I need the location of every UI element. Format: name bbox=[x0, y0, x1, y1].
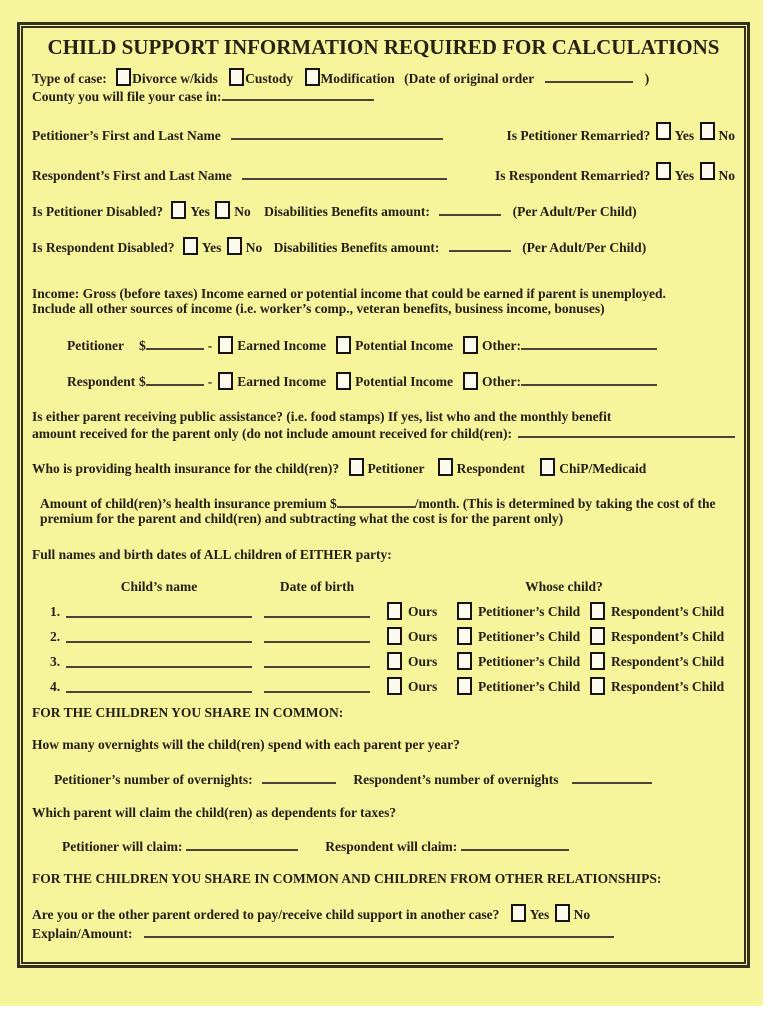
child-1-dob-blank[interactable] bbox=[264, 604, 370, 618]
child-row-2 bbox=[50, 627, 735, 645]
ours-label: Ours bbox=[408, 678, 438, 694]
blank-petitioner-income-amount[interactable] bbox=[146, 336, 204, 350]
dollar-sign: $ bbox=[139, 374, 146, 389]
child-2-name-blank[interactable] bbox=[66, 629, 252, 643]
no-label: No bbox=[234, 204, 251, 219]
checkbox-insurance-respondent[interactable] bbox=[438, 458, 453, 476]
checkbox-petitioner-disabled-yes[interactable] bbox=[171, 201, 186, 219]
taxes-question: Which parent will claim the child(ren) as dependents for taxes? bbox=[32, 805, 397, 820]
blank-petitioner-name[interactable] bbox=[231, 126, 443, 140]
respondent-income-party: Respondent bbox=[67, 374, 136, 389]
ours-label: Ours bbox=[408, 603, 438, 619]
earned-income-label: Earned Income bbox=[237, 338, 327, 353]
blank-county[interactable] bbox=[222, 87, 374, 101]
child-3-name-blank[interactable] bbox=[66, 654, 252, 668]
premium-line1 bbox=[32, 494, 735, 511]
insurance-chip-label: ChiP/Medicaid bbox=[559, 461, 647, 476]
respondent-claim-label: Respondent will claim: bbox=[325, 839, 458, 854]
checkbox-petitioner-remarried-yes[interactable] bbox=[656, 122, 671, 140]
insurance-row bbox=[32, 458, 735, 476]
petitioner-name-label: Petitioner’s First and Last Name bbox=[32, 128, 221, 143]
no-label: No bbox=[573, 907, 591, 922]
blank-respondent-overnights[interactable] bbox=[572, 770, 652, 784]
child-number: 1. bbox=[50, 603, 61, 619]
respondents-child-label: Respondent’s Child bbox=[611, 678, 725, 694]
common-heading: FOR THE CHILDREN YOU SHARE IN COMMON: bbox=[32, 705, 344, 720]
respondents-child-label: Respondent’s Child bbox=[611, 628, 725, 644]
option-divorce-label: Divorce w/kids bbox=[132, 71, 218, 86]
checkbox-respondent-other-income[interactable] bbox=[463, 372, 478, 390]
explain-amount-label: Explain/Amount: bbox=[32, 926, 133, 941]
checkbox-child-1-ours[interactable] bbox=[387, 602, 402, 620]
option-modification-label: Modification bbox=[320, 71, 395, 86]
checkbox-child-3-ours[interactable] bbox=[387, 652, 402, 670]
original-order-date-label: (Date of original order bbox=[404, 71, 534, 86]
checkbox-petitioner-earned-income[interactable] bbox=[218, 336, 233, 354]
ours-label: Ours bbox=[408, 653, 438, 669]
claim-fields-row bbox=[32, 837, 735, 854]
premium-prefix-label: Amount of child(ren)’s health insurance premium $ bbox=[40, 496, 337, 511]
petitioner-income-row bbox=[32, 336, 735, 354]
respondent-name-label: Respondent’s First and Last Name bbox=[32, 168, 232, 183]
checkbox-child-3-petitioners[interactable] bbox=[457, 652, 472, 670]
respondents-child-label: Respondent’s Child bbox=[611, 603, 725, 619]
income-note-line1: Income: Gross (before taxes) Income earned or potential income that could be earned if parent is unemployed. bbox=[32, 286, 666, 301]
petitioners-child-label: Petitioner’s Child bbox=[478, 678, 581, 694]
respondents-child-label: Respondent’s Child bbox=[611, 653, 725, 669]
children-table-header bbox=[50, 579, 735, 594]
checkbox-respondent-disabled-yes[interactable] bbox=[183, 237, 198, 255]
petitioners-child-label: Petitioner’s Child bbox=[478, 653, 581, 669]
checkbox-divorce[interactable] bbox=[116, 68, 131, 86]
ours-label: Ours bbox=[408, 628, 438, 644]
petitioner-remarried-group bbox=[507, 122, 735, 143]
checkbox-child-3-respondents[interactable] bbox=[590, 652, 605, 670]
blank-respondent-name[interactable] bbox=[242, 166, 447, 180]
petitioner-income-party: Petitioner bbox=[67, 338, 124, 353]
child-row-1 bbox=[50, 602, 735, 620]
yes-label: Yes bbox=[190, 204, 210, 219]
blank-explain-amount[interactable] bbox=[144, 924, 614, 938]
checkbox-respondent-earned-income[interactable] bbox=[218, 372, 233, 390]
checkbox-child-2-respondents[interactable] bbox=[590, 627, 605, 645]
explain-row bbox=[32, 924, 735, 941]
blank-petitioner-claim[interactable] bbox=[186, 837, 298, 851]
other-case-question: Are you or the other parent ordered to pay/receive child support in another case? bbox=[32, 907, 500, 922]
child-number: 2. bbox=[50, 628, 61, 644]
assistance-line2-row bbox=[32, 424, 735, 441]
other-income-label: Other: bbox=[481, 338, 521, 353]
child-3-dob-blank[interactable] bbox=[264, 654, 370, 668]
petitioner-disabled-row bbox=[32, 201, 735, 219]
form-content bbox=[21, 26, 746, 964]
option-custody-label: Custody bbox=[245, 71, 294, 86]
respondent-name-row bbox=[32, 162, 735, 183]
child-4-name-blank[interactable] bbox=[66, 679, 252, 693]
respondent-disabled-row bbox=[32, 237, 735, 255]
checkbox-respondent-disabled-no[interactable] bbox=[227, 237, 242, 255]
children-heading: Full names and birth dates of ALL children of EITHER party: bbox=[32, 547, 392, 562]
petitioner-remarried-label: Is Petitioner Remarried? bbox=[506, 128, 651, 143]
blank-petitioner-other-income[interactable] bbox=[521, 336, 657, 350]
blank-assistance-amount[interactable] bbox=[518, 424, 735, 438]
petitioners-child-label: Petitioner’s Child bbox=[478, 603, 581, 619]
checkbox-child-4-ours[interactable] bbox=[387, 677, 402, 695]
insurance-question: Who is providing health insurance for the child(ren)? bbox=[32, 461, 340, 476]
checkbox-child-2-petitioners[interactable] bbox=[457, 627, 472, 645]
blank-petitioner-benefits-amount[interactable] bbox=[439, 202, 501, 216]
potential-income-label: Potential Income bbox=[355, 374, 453, 389]
checkbox-petitioner-other-income[interactable] bbox=[463, 336, 478, 354]
petitioner-disabled-label: Is Petitioner Disabled? bbox=[32, 204, 163, 219]
checkbox-petitioner-disabled-no[interactable] bbox=[215, 201, 230, 219]
no-label: No bbox=[718, 168, 735, 183]
other-income-label: Other: bbox=[481, 374, 521, 389]
checkbox-other-case-no[interactable] bbox=[555, 904, 570, 922]
overnights-fields-row bbox=[32, 770, 735, 787]
checkbox-child-4-petitioners[interactable] bbox=[457, 677, 472, 695]
blank-respondent-other-income[interactable] bbox=[521, 372, 657, 386]
no-label: No bbox=[718, 128, 735, 143]
child-row-4 bbox=[50, 677, 735, 695]
checkbox-child-1-respondents[interactable] bbox=[590, 602, 605, 620]
checkbox-petitioner-remarried-no[interactable] bbox=[700, 122, 715, 140]
checkbox-child-4-respondents[interactable] bbox=[590, 677, 605, 695]
checkbox-child-2-ours[interactable] bbox=[387, 627, 402, 645]
respondent-remarried-label: Is Respondent Remarried? bbox=[495, 168, 651, 183]
child-4-dob-blank[interactable] bbox=[264, 679, 370, 693]
child-row-3 bbox=[50, 652, 735, 670]
dash: - bbox=[207, 374, 213, 389]
blank-original-order-date[interactable] bbox=[545, 69, 633, 83]
yes-label: Yes bbox=[529, 907, 550, 922]
per-adult-child-note: (Per Adult/Per Child) bbox=[522, 240, 647, 255]
checkbox-respondent-potential-income[interactable] bbox=[336, 372, 351, 390]
assistance-line2-label: amount received for the parent only (do not include amount received for child(ren): bbox=[32, 426, 512, 441]
respondent-income-row bbox=[32, 372, 735, 390]
col-child-name: Child’s name bbox=[120, 579, 198, 594]
checkbox-respondent-remarried-yes[interactable] bbox=[656, 162, 671, 180]
col-whose-child: Whose child? bbox=[525, 579, 603, 594]
insurance-petitioner-label: Petitioner bbox=[367, 461, 425, 476]
blank-respondent-claim[interactable] bbox=[461, 837, 569, 851]
blank-respondent-income-amount[interactable] bbox=[146, 372, 204, 386]
premium-suffix-label: /month. (This is determined by taking the cost of the bbox=[414, 496, 716, 511]
petitioners-child-label: Petitioner’s Child bbox=[478, 628, 581, 644]
overnights-question: How many overnights will the child(ren) spend with each parent per year? bbox=[32, 737, 460, 752]
checkbox-insurance-chip-medicaid[interactable] bbox=[540, 458, 555, 476]
checkbox-petitioner-potential-income[interactable] bbox=[336, 336, 351, 354]
income-note-line2: Include all other sources of income (i.e. worker’s comp., veteran benefits, business income, bonuses) bbox=[32, 301, 605, 316]
per-adult-child-note: (Per Adult/Per Child) bbox=[512, 204, 637, 219]
other-relationships-heading: FOR THE CHILDREN YOU SHARE IN COMMON AND CHILDREN FROM OTHER RELATIONSHIPS: bbox=[32, 871, 662, 886]
blank-premium-amount[interactable] bbox=[337, 494, 415, 508]
other-case-question-row bbox=[32, 904, 735, 922]
benefits-amount-label: Disabilities Benefits amount: bbox=[273, 240, 440, 255]
insurance-respondent-label: Respondent bbox=[456, 461, 525, 476]
checkbox-other-case-yes[interactable] bbox=[511, 904, 526, 922]
petitioner-overnights-label: Petitioner’s number of overnights: bbox=[54, 772, 253, 787]
checkbox-modification[interactable] bbox=[305, 68, 320, 86]
county-label: County you will file your case in: bbox=[32, 89, 222, 104]
checkbox-child-1-petitioners[interactable] bbox=[457, 602, 472, 620]
potential-income-label: Potential Income bbox=[355, 338, 453, 353]
yes-label: Yes bbox=[674, 128, 695, 143]
checkbox-respondent-remarried-no[interactable] bbox=[700, 162, 715, 180]
yes-label: Yes bbox=[201, 240, 222, 255]
county-row bbox=[32, 87, 735, 104]
respondent-disabled-label: Is Respondent Disabled? bbox=[32, 240, 175, 255]
child-1-name-blank[interactable] bbox=[66, 604, 252, 618]
premium-line2: premium for the parent and child(ren) and subtracting what the cost is for the parent only) bbox=[40, 511, 564, 526]
yes-label: Yes bbox=[674, 168, 695, 183]
child-2-dob-blank[interactable] bbox=[264, 629, 370, 643]
blank-petitioner-overnights[interactable] bbox=[262, 770, 336, 784]
petitioner-claim-label: Petitioner will claim: bbox=[62, 839, 183, 854]
form-title: CHILD SUPPORT INFORMATION REQUIRED FOR CALCULATIONS bbox=[47, 35, 720, 59]
checkbox-custody[interactable] bbox=[229, 68, 244, 86]
assistance-line1: Is either parent receiving public assistance? (i.e. food stamps) If yes, list who and the monthly benefit bbox=[32, 409, 612, 424]
respondent-remarried-group bbox=[495, 162, 735, 183]
type-of-case-row bbox=[32, 68, 735, 86]
form-border-box bbox=[17, 22, 750, 968]
col-date-of-birth: Date of birth bbox=[279, 579, 355, 594]
checkbox-insurance-petitioner[interactable] bbox=[349, 458, 364, 476]
respondent-overnights-label: Respondent’s number of overnights bbox=[353, 772, 559, 787]
dollar-sign: $ bbox=[139, 338, 146, 353]
benefits-amount-label: Disabilities Benefits amount: bbox=[264, 204, 430, 219]
no-label: No bbox=[245, 240, 263, 255]
child-number: 3. bbox=[50, 653, 61, 669]
dash: - bbox=[207, 338, 213, 353]
child-number: 4. bbox=[50, 678, 61, 694]
earned-income-label: Earned Income bbox=[237, 374, 327, 389]
petitioner-name-row bbox=[32, 122, 735, 143]
paren-close: ) bbox=[644, 71, 650, 86]
type-of-case-label: Type of case: bbox=[32, 71, 107, 86]
blank-respondent-benefits-amount[interactable] bbox=[449, 238, 511, 252]
